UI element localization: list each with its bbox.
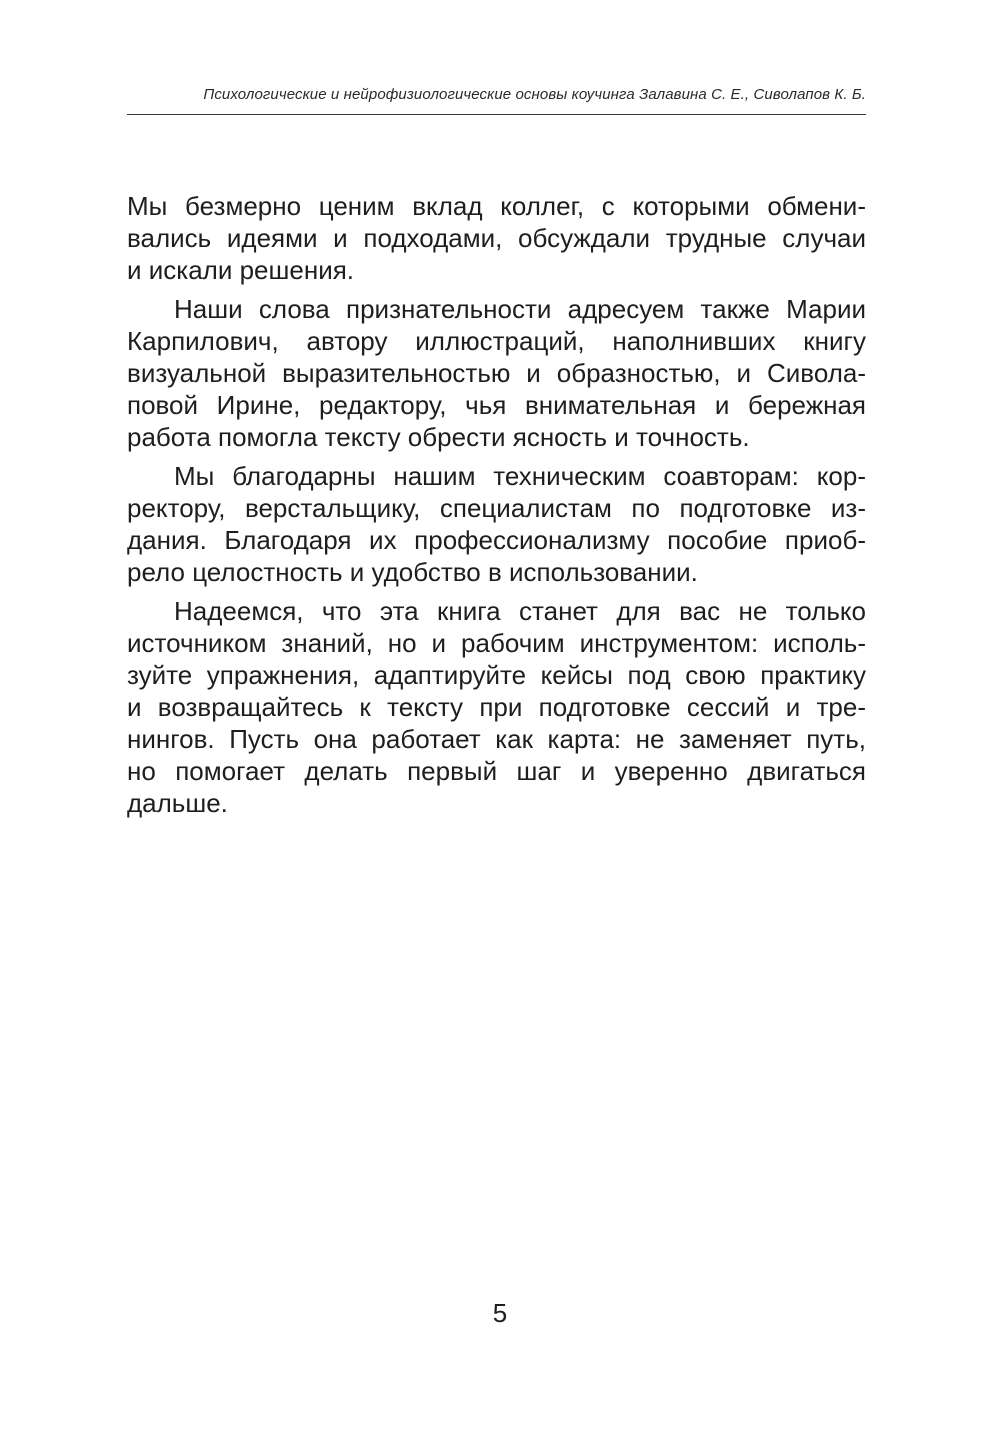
text-line: рело целостность и удобство в использовании.	[127, 557, 698, 587]
text-line: источником знаний, но и рабочим инструментом: исполь-	[127, 628, 866, 658]
text-line: но помогает делать первый шаг и уверенно двигаться	[127, 756, 866, 786]
text-line: работа помогла тексту обрести ясность и точность.	[127, 422, 750, 452]
page-number: 5	[492, 1298, 508, 1328]
text-line: и искали решения.	[127, 255, 355, 285]
text-line: дания. Благодаря их профессионализму пособие приоб-	[127, 525, 866, 555]
paragraph-4	[127, 595, 866, 819]
text-line: повой Ирине, редактору, чья внимательная и бережная	[127, 390, 866, 420]
paragraph-3	[127, 460, 866, 588]
text-line: дальше.	[127, 788, 228, 818]
text-line: и возвращайтесь к тексту при подготовке сессий и тре-	[127, 692, 866, 722]
text-line: Наши слова признательности адресуем также Марии	[174, 294, 866, 324]
text-line: нингов. Пусть она работает как карта: не заменяет путь,	[127, 724, 866, 754]
text-line: вались идеями и подходами, обсуждали трудные случаи	[127, 223, 866, 253]
text-line: визуальной выразительностью и образностью, и Сивола-	[127, 358, 866, 388]
text-line: зуйте упражнения, адаптируйте кейсы под свою практику	[127, 660, 866, 690]
header-divider	[127, 114, 866, 115]
paragraph-2	[127, 293, 866, 453]
body-text	[127, 190, 866, 826]
text-line: ректору, верстальщику, специалистам по подготовке из-	[127, 493, 866, 523]
text-line: Карпилович, автору иллюстраций, наполнивших книгу	[127, 326, 866, 356]
running-header: Психологические и нейрофизиологические основы коучинга Залавина С. Е., Сиволапов К. Б.	[203, 86, 866, 103]
text-line: Надеемся, что эта книга станет для вас не только	[174, 596, 866, 626]
text-line: Мы безмерно ценим вклад коллег, с которыми обмени-	[127, 191, 866, 221]
paragraph-1	[127, 190, 866, 286]
text-line: Мы благодарны нашим техническим соавторам: кор-	[174, 461, 866, 491]
